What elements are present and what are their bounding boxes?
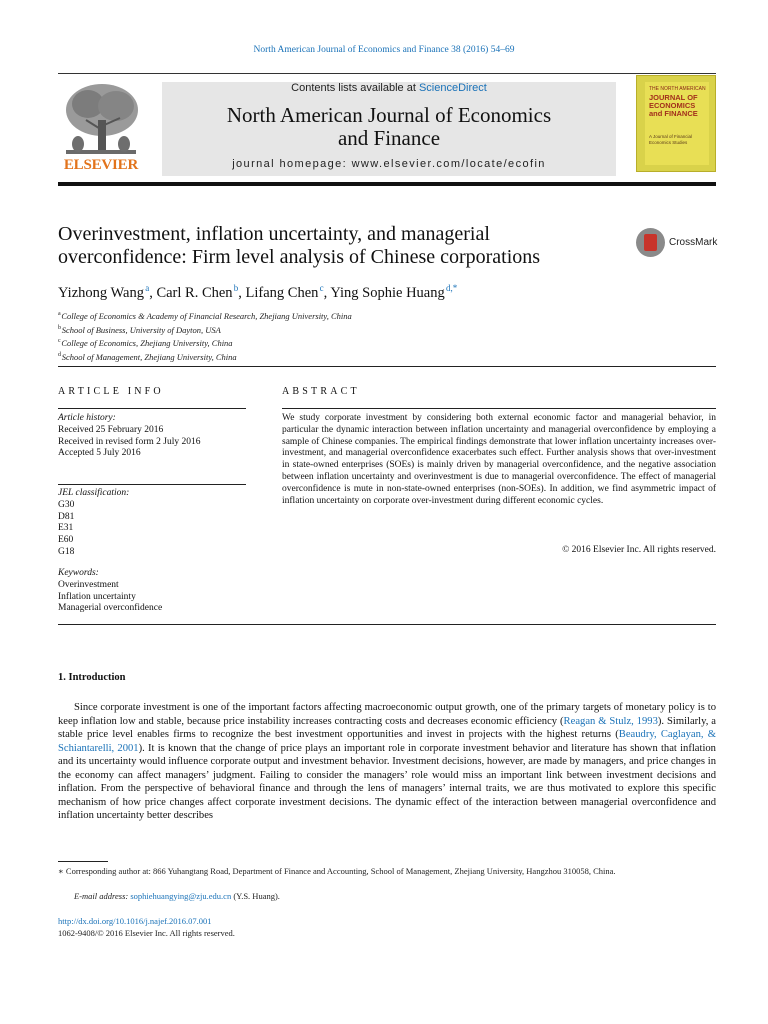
journal-citation-link[interactable]: North American Journal of Economics and Finance 38 (2016) 54–69 [253,45,515,55]
affiliation-marker: d [58,351,61,358]
crossmark-bookmark-icon [644,234,657,251]
abstract-copyright: © 2016 Elsevier Inc. All rights reserved. [562,545,716,555]
affiliation-text: College of Economics, Zhejiang University, China [61,338,233,349]
elsevier-wordmark: ELSEVIER [63,157,139,173]
journal-title [162,104,616,150]
cover-title-line: ECONOMICS [649,101,696,110]
affiliation-item [58,309,716,323]
affiliation-text: College of Economics & Academy of Financial Research, Zhejiang University, China [61,310,352,321]
affiliation-item [58,350,716,364]
reference-link[interactable]: Beaudry, Caglayan, & Schiantarelli, 2001 [58,729,716,754]
issn-copyright: 1062-9408/© 2016 Elsevier Inc. All rights reserved. [58,928,235,938]
jel-code: G18 [58,546,75,557]
affiliation-link[interactable]: b [233,283,239,293]
homepage-prefix: journal homepage: [232,158,352,170]
keyword-item: Managerial overconfidence [58,603,163,614]
cover-title [649,94,698,118]
cover-title-line: and FINANCE [649,109,698,118]
paragraph-text: ). Similarly, a stable price level enables firms to recognize the best investment opportunities and invest in projects with the highest returns ( [58,715,716,740]
section-divider [58,366,716,367]
paragraph-text: ). It is known that the change of price plays an important role in corporate investment behavior and literature has shown that inflation and its uncertainty would influence corporate output and investment behavior. Investment decisions, however, are made by managers, and price changes in the economy can affect managers’ judgment. Failing to consider the managers’ role would miss an important link between investment decisions and inflation. From the perspective of behavioral finance and through the lens of managers’ internal traits, we are thus motivated to explore this specific mechanism of how price changes affect corporate investment decisions. The dynamic effect of the interaction between managerial overconfidence and inflation uncertainty better describes [58,742,716,821]
article-title-line1: Overinvestment, inflation uncertainty, and managerial [58,223,490,245]
affiliation-link[interactable]: c [319,283,324,293]
author-separator: , [149,284,157,301]
affiliation-text: School of Management, Zhejiang University, China [61,351,237,362]
history-item: Received in revised form 2 July 2016 [58,436,201,447]
contents-prefix: Contents lists available at [291,82,419,94]
author-name: Carl R. Chen [156,284,233,301]
homepage-link[interactable]: www.elsevier.com/locate/ecofin [351,158,546,170]
journal-masthead [162,82,616,176]
affiliation-list [58,309,716,364]
jel-label: JEL classification: [58,488,130,498]
affiliation-item [58,336,716,350]
affiliation-text: School of Business, University of Dayton, USA [61,324,221,335]
article-history [58,413,246,460]
header-rule [58,73,716,74]
article-title [58,223,618,269]
jel-code: E31 [58,523,74,534]
corresponding-author-footnote: ∗ Corresponding author at: 866 Yuhangtang Road, Department of Finance and Accounting, School of Management, Zhejiang University, Hangzhou 310058, China. [58,866,616,876]
jel-code: E60 [58,535,74,546]
history-item: Accepted 5 July 2016 [58,448,141,459]
article-info-heading: ARTICLE INFO [58,386,164,397]
crossmark-label: CrossMark [669,237,718,248]
introduction-heading: 1. Introduction [58,672,126,683]
abstract-text: We study corporate investment by considering both external economic factor and managerial behavior, in particular the dynamic interaction between inflation uncertainty and managerial overconfidence by employing a sample of Chinese companies. The empirical findings demonstrate that lower inflation uncertainty increases over-investment, and managerial overconfidence exacerbates such effect. Further analysis shows that over-investment in state-owned enterprises (SOEs) is mainly driven by managerial overconfidence, and the negative association between inflation uncertainty and overinvestment is due to managerial overconfidence. The effect of managerial overconfidence is mute in non-state-owned enterprises (non-SOEs). In addition, we find asymmetric impact of inflation uncertainty on corporate over-investment during different economic cycles. [282,413,716,506]
journal-cover-image [636,75,716,172]
header-thick-rule [58,182,716,186]
contents-line [162,82,616,94]
cover-small-text: THE NORTH AMERICAN [649,86,706,92]
reference-link[interactable]: Reagan & Stulz, 1993 [563,715,658,727]
author-name: Yizhong Wang [58,284,144,301]
author-name: Ying Sophie Huang [330,284,445,301]
affiliation-link[interactable]: d,* [445,283,458,293]
paragraph-text: Since corporate investment is one of the important factors affecting macroeconomic output growth, one of the primary targets of monetary policy is to keep inflation low and stable, because price instability increases contracting costs and decreases economic efficiency ( [58,702,716,727]
email-suffix: (Y.S. Huang). [231,891,280,901]
journal-title-line1: North American Journal of Economics [226,103,552,127]
journal-title-line2: and Finance [337,126,441,150]
history-label: Article history: [58,413,116,423]
journal-homepage [162,158,616,170]
abstract-heading: ABSTRACT [282,386,360,397]
introduction-paragraph [58,701,716,823]
abstract-bottom-rule [58,624,716,625]
article-info-rule [58,408,246,409]
sciencedirect-link[interactable]: ScienceDirect [418,82,487,94]
author-name: Lifang Chen [245,284,319,301]
crossmark-button[interactable] [636,228,716,258]
email-label: E-mail address: [74,891,131,901]
affiliation-marker: a [58,311,61,317]
cover-subtitle-line: A Journal of Financial [649,134,693,139]
abstract-rule [282,408,716,409]
email-footnote [74,891,280,901]
jel-code: G30 [58,499,75,510]
affiliation-marker: b [58,324,61,331]
author-separator: , [323,284,331,301]
keyword-item: Inflation uncertainty [58,591,136,602]
author-separator: , [238,284,246,301]
cover-subtitle-line: Economics Studies [649,139,688,145]
affiliation-link[interactable]: a [145,283,150,293]
keyword-item: Overinvestment [58,579,119,590]
history-item: Received 25 February 2016 [58,424,164,435]
email-link[interactable]: sophiehuangying@zju.edu.cn [130,891,232,901]
footnote-rule [58,861,108,862]
article-title-line2: overconfidence: Firm level analysis of Chinese corporations [58,246,541,268]
affiliation-marker: c [58,338,61,345]
keywords [58,568,246,615]
author-list [58,283,716,302]
jel-rule [58,484,246,485]
cover-subtitle [649,134,692,145]
affiliation-item [58,323,716,337]
crossmark-icon [636,228,665,257]
doi-link[interactable]: http://dx.doi.org/10.1016/j.najef.2016.07.001 [58,916,212,926]
cover-title-line: JOURNAL OF [649,93,698,102]
keywords-label: Keywords: [58,568,99,578]
jel-classification [58,488,246,559]
jel-code: D81 [58,511,75,522]
